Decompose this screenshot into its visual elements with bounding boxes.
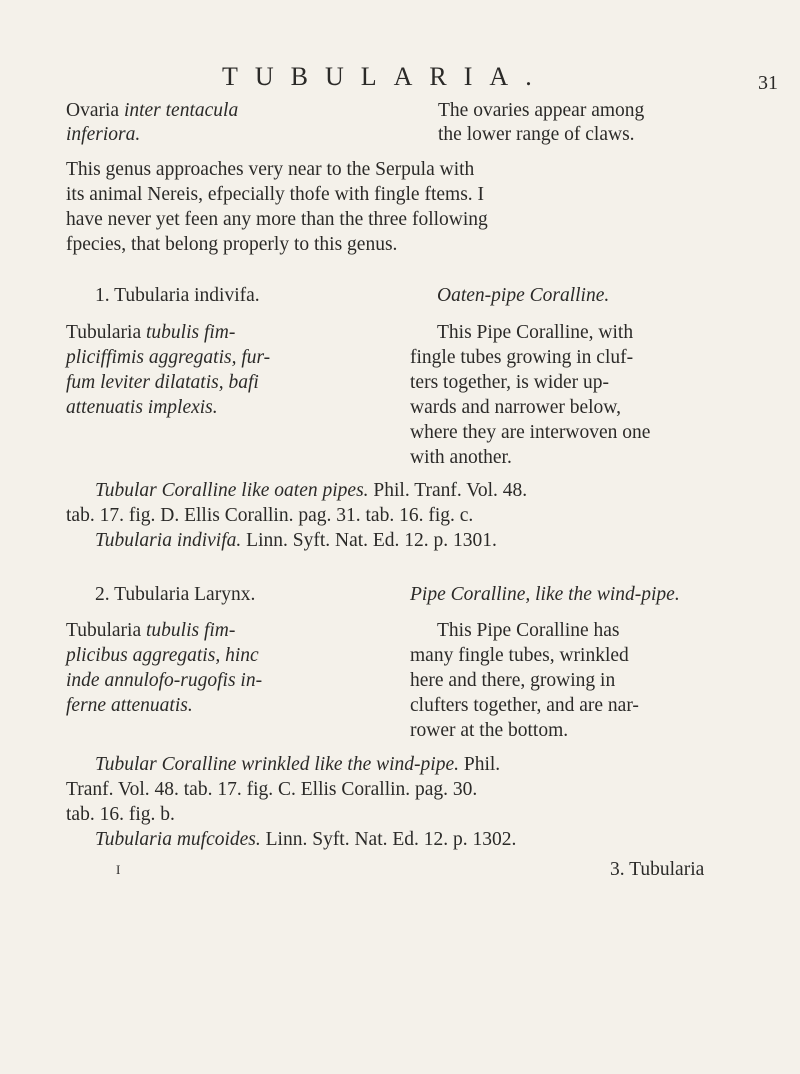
species2-latin-4: ferne attenuatis. [66,695,193,716]
catchword: 3. Tubularia [610,859,705,880]
species2-latin-1: Tubularia tubulis fim- [66,620,236,641]
intro-line-1: This genus approaches very near to the Serpula with [66,159,475,180]
species1-desc-6: with another. [410,447,512,468]
species1-desc-4: wards and narrower below, [410,397,621,418]
species1-latin-1: Tubularia tubulis fim- [66,322,236,343]
species1-latin-2: pliciffimis aggregatis, fur- [66,347,271,368]
intro-line-3: have never yet feen any more than the three following [66,209,488,230]
ovaria-latin-cont: inferiora. [66,124,141,145]
species2-latin-2: plicibus aggregatis, hinc [66,645,259,666]
ovaria-english: The ovaries appear among [438,100,645,121]
species2-desc-2: many fingle tubes, wrinkled [410,645,629,666]
signature-mark: I [116,862,121,877]
species2-ref-1: Tubular Coralline wrinkled like the wind-pipe. Phil. [95,754,501,775]
species1-common-name: Oaten-pipe Coralline. [437,285,610,306]
species2-ref-3: tab. 16. fig. b. [66,804,175,825]
ovaria-latin: Ovaria inter tentacula [66,100,239,121]
species2-desc-5: rower at the bottom. [410,720,569,741]
species1-ref-3: Tubularia indivifa. Linn. Syft. Nat. Ed. 12. p. 1301. [95,530,497,551]
species1-ref-2: tab. 17. fig. D. Ellis Corallin. pag. 31. tab. 16. fig. c. [66,505,474,526]
running-head: TUBULARIA. [222,62,549,91]
species2-desc-1: This Pipe Coralline has [437,620,620,641]
species1-desc-2: fingle tubes growing in cluf- [410,347,634,368]
species2-desc-4: clufters together, and are nar- [410,695,639,716]
intro-line-4: fpecies, that belong properly to this genus. [66,234,398,255]
species2-name: 2. Tubularia Larynx. [95,584,256,605]
species2-latin-3: inde annulofo-rugofis in- [66,670,263,691]
species2-ref-4: Tubularia mufcoides. Linn. Syft. Nat. Ed. 12. p. 1302. [95,829,517,850]
species2-ref-2: Tranf. Vol. 48. tab. 17. fig. C. Ellis Corallin. pag. 30. [66,779,478,800]
species1-latin-4: attenuatis implexis. [66,397,218,418]
species2-common-name: Pipe Coralline, like the wind-pipe. [410,584,680,605]
page-number: 31 [758,72,778,94]
species1-desc-5: where they are interwoven one [410,422,651,443]
species1-ref-1: Tubular Coralline like oaten pipes. Phil. Tranf. Vol. 48. [95,480,528,501]
species1-latin-3: fum leviter dilatatis, bafi [66,372,259,393]
ovaria-english-cont: the lower range of claws. [438,124,635,145]
species1-name: 1. Tubularia indivifa. [95,285,260,306]
intro-line-2: its animal Nereis, efpecially thofe with fingle ftems. I [66,184,485,205]
species1-desc-1: This Pipe Coralline, with [437,322,634,343]
species2-desc-3: here and there, growing in [410,670,616,691]
species1-desc-3: ters together, is wider up- [410,372,610,393]
